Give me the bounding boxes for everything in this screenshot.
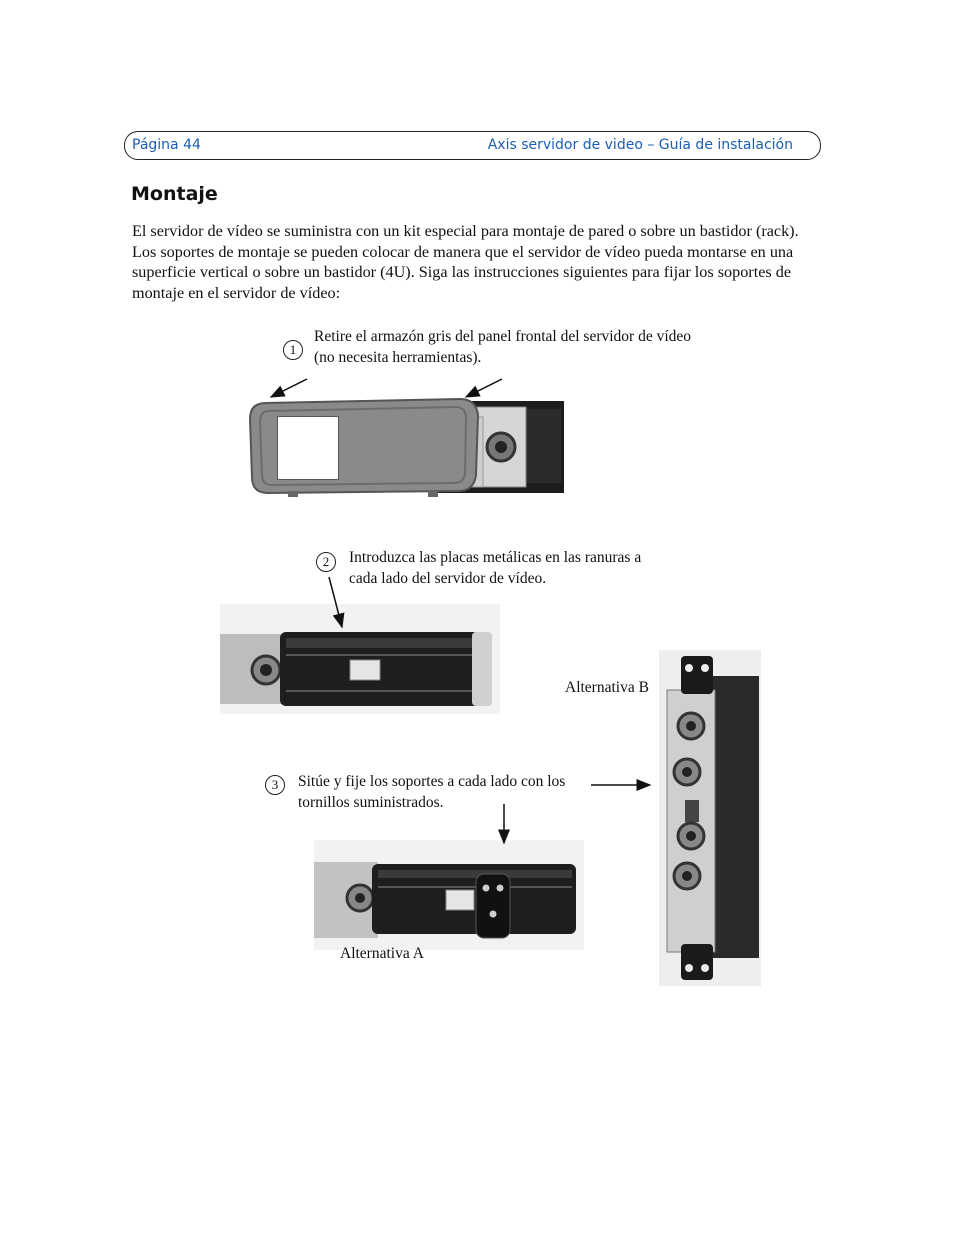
section-title: Montaje xyxy=(131,183,218,205)
arrow-right-frame xyxy=(466,379,502,397)
alternative-b-label: Alternativa B xyxy=(565,679,649,696)
arrow-left-frame xyxy=(271,379,307,397)
alternative-a-label: Alternativa A xyxy=(340,945,424,962)
step-3-text: Sitúe y fije los soportes a cada lado con los tornillos suministrados. xyxy=(298,773,566,811)
page-number: Página 44 xyxy=(132,137,201,153)
step-3-number: 3 xyxy=(265,775,285,795)
step-1-text: Retire el armazón gris del panel frontal del servidor de vídeo (no necesita herramientas). xyxy=(314,328,692,366)
step-1-number: 1 xyxy=(283,340,303,360)
document-title: Axis servidor de video – Guía de instalación xyxy=(487,137,793,153)
arrow-step-2 xyxy=(329,577,342,627)
intro-paragraph: El servidor de vídeo se suministra con un kit especial para montaje de pared o sobre un bastidor (rack). Los soportes de montaje se pueden colocar de manera que el servidor de vídeo pueda montarse en una superficie vertical o sobre un bastidor (4U). Siga las instrucciones siguientes para fijar los soportes de montaje en el servidor de vídeo: xyxy=(132,222,799,302)
step-2-text: Introduzca las placas metálicas en las ranuras a cada lado del servidor de vídeo. xyxy=(349,549,642,587)
step-2-number: 2 xyxy=(316,552,336,572)
